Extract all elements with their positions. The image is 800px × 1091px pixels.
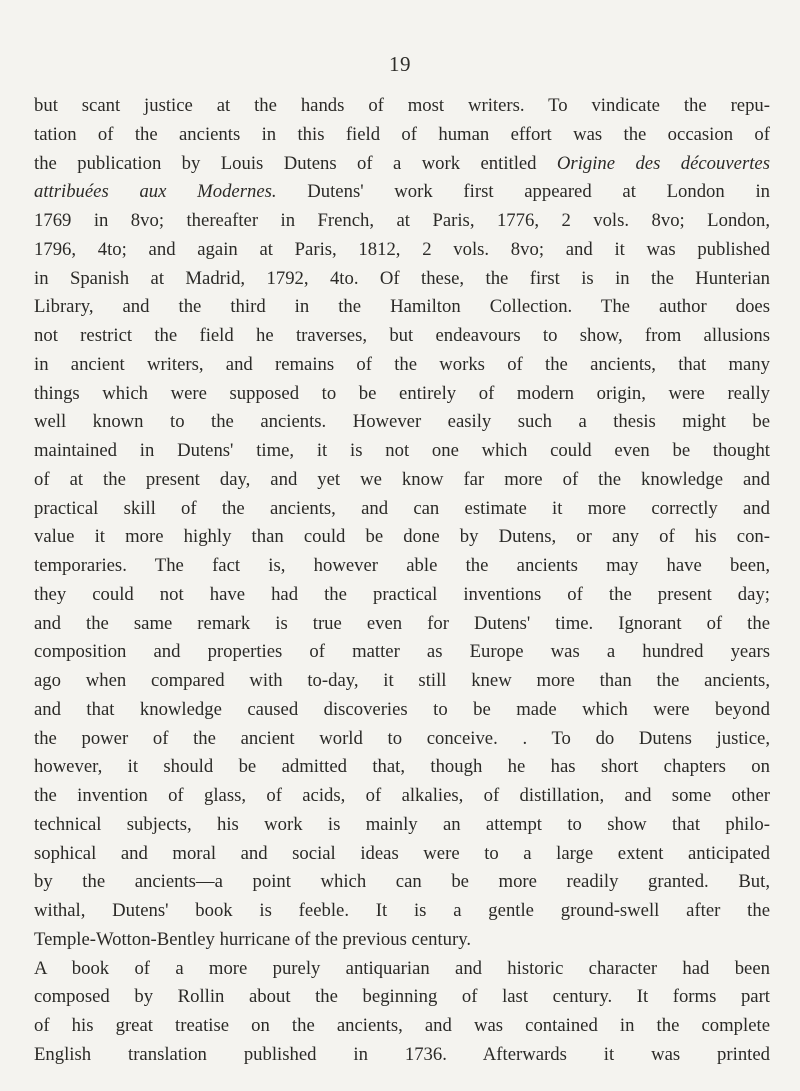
page-number: 19: [389, 52, 411, 76]
paragraph-start-line: A book of a more purely antiquarian and historic character had been: [34, 957, 770, 979]
text-line: English translation published in 1736. Afterwards it was printed: [34, 1043, 770, 1065]
book-title-italic: attribuées aux Modernes.: [34, 181, 277, 203]
text-line: composed by Rollin about the beginning of last century. It forms part: [34, 986, 770, 1008]
text-line: and that knowledge caused discoveries to be made which were beyond: [34, 698, 770, 720]
text-line: 1796, 4to; and again at Paris, 1812, 2 vols. 8vo; and it was published: [34, 238, 770, 260]
text-line: Temple-Wotton-Bentley hurricane of the previous century.: [34, 928, 472, 950]
text-line: the power of the ancient world to conceive. . To do Dutens justice,: [34, 727, 770, 749]
text-line: of his great treatise on the ancients, and was contained in the complete: [34, 1015, 770, 1036]
text-line: maintained in Dutens' time, it is not one which could even be thought: [34, 440, 770, 461]
text-line: composition and properties of matter as Europe was a hundred years: [34, 641, 770, 663]
text-line: not restrict the field he traverses, but endeavours to show, from allusions: [34, 325, 770, 346]
text-line: [34, 178, 770, 207]
text-line: in ancient writers, and remains of the works of the ancients, that many: [34, 353, 770, 375]
text-line: in Spanish at Madrid, 1792, 4to. Of these, the first is in the Hunterian: [34, 267, 770, 289]
text-line: but scant justice at the hands of most writers. To vindicate the repu-: [34, 95, 770, 116]
text-segment: the publication by Louis Dutens of a work entitled: [34, 152, 557, 174]
text-line: tation of the ancients in this field of human effort was the occasion of: [34, 123, 770, 145]
text-line: withal, Dutens' book is feeble. It is a gentle ground-swell after the: [34, 900, 770, 921]
text-line: by the ancients—a point which can be more readily granted. But,: [34, 871, 770, 893]
text-line: however, it should be admitted that, though he has short chapters on: [34, 756, 770, 778]
text-line: [34, 150, 770, 179]
text-line: of at the present day, and yet we know far more of the knowledge and: [34, 468, 770, 490]
text-line: sophical and moral and social ideas were to a large extent anticipated: [34, 842, 770, 864]
text-line: technical subjects, his work is mainly an attempt to show that philo-: [34, 813, 770, 835]
text-line: things which were supposed to be entirely of modern origin, were really: [34, 382, 770, 404]
text-line: value it more highly than could be done by Dutens, or any of his con-: [34, 526, 770, 548]
book-title-italic: Origine des découvertes: [556, 152, 770, 174]
text-line: ago when compared with to-day, it still knew more than the ancients,: [34, 670, 770, 691]
text-line: and the same remark is true even for Dutens' time. Ignorant of the: [34, 612, 770, 634]
text-line: Library, and the third in the Hamilton Collection. The author does: [34, 296, 770, 318]
body-text: [34, 92, 770, 1070]
text-line: well known to the ancients. However easily such a thesis might be: [34, 411, 770, 433]
text-segment: Dutens' work first appeared at London in: [276, 181, 770, 203]
text-line: they could not have had the practical inventions of the present day;: [34, 583, 770, 605]
text-line: temporaries. The fact is, however able the ancients may have been,: [34, 555, 770, 576]
text-line: the invention of glass, of acids, of alkalies, of distillation, and some other: [34, 785, 770, 806]
text-line: practical skill of the ancients, and can estimate it more correctly and: [34, 497, 770, 519]
text-line: 1769 in 8vo; thereafter in French, at Paris, 1776, 2 vols. 8vo; London,: [34, 210, 770, 231]
